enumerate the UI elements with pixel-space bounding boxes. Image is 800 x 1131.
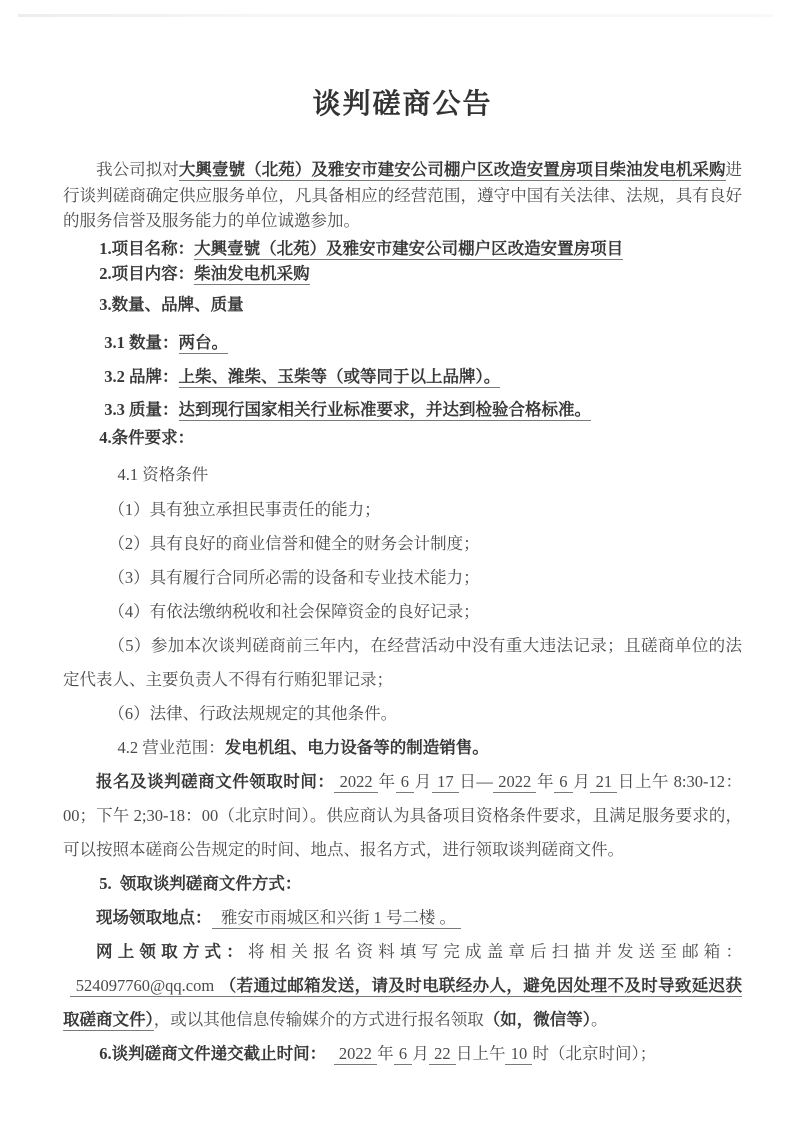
online-bold-wechat: （如，微信等）	[483, 1009, 591, 1029]
page-title: 谈判磋商公告	[312, 89, 493, 120]
item-3-heading	[63, 292, 742, 318]
deadline-sep-month: 月	[412, 1043, 429, 1063]
signup-time-paragraph	[63, 765, 742, 867]
deadline-day: 22	[429, 1044, 456, 1065]
item-4-2-business-scope	[63, 731, 742, 765]
deadline-tail: 时（北京时间）；	[532, 1043, 657, 1063]
onsite-label: 现场领取地点：	[96, 907, 212, 927]
scan-noise-line	[18, 14, 773, 17]
online-text-1: 将相关报名资料填写完成盖章后扫描并发送至邮箱：	[247, 941, 743, 961]
signup-sep-month-2: 月	[572, 771, 591, 791]
item-2-project-content	[63, 261, 742, 287]
intro-project-name: 大興壹號（北苑）及雅安市建安公司棚户区改造安置房项目柴油发电机采购	[178, 160, 726, 179]
email-address: 524097760@qq.com	[70, 976, 219, 997]
signup-year-1: 2022	[334, 772, 378, 793]
item-3-1-label: 3.1 数量：	[104, 333, 179, 352]
item-2-value: 柴油发电机采购	[194, 264, 310, 283]
signup-sep-month: 月	[414, 771, 432, 791]
item-6-label: 6.谈判磋商文件递交截止时间：	[99, 1043, 327, 1063]
signup-label: 报名及谈判磋商文件领取时间：	[96, 771, 335, 791]
qualification-2: （2）具有良好的商业信誉和健全的财务会计制度；	[108, 533, 480, 553]
item-4-2-value: 发电机组、电力设备等的制造销售。	[224, 737, 489, 757]
item-5-label: 5. 领取谈判磋商文件方式：	[99, 873, 302, 893]
deadline-hour: 10	[505, 1044, 532, 1065]
signup-day-1: 17	[432, 772, 459, 793]
online-label: 网上领取方式：	[96, 941, 248, 961]
qualification-6: （6）法律、行政法规规定的其他条件。	[108, 703, 398, 723]
item-4-1-label: 4.1 资格条件	[117, 465, 209, 484]
item-3-3-label: 3.3 质量：	[104, 400, 179, 419]
deadline-sep-year: 年	[377, 1043, 394, 1063]
qualification-1: （1）具有独立承担民事责任的能力；	[108, 499, 381, 519]
item-4-heading	[63, 425, 742, 451]
item-3-1-quantity	[63, 330, 742, 356]
item-3-3-quality	[63, 397, 742, 423]
deadline-month: 6	[394, 1044, 413, 1065]
online-pickup-paragraph	[63, 935, 742, 1037]
item-4-label: 4.条件要求：	[99, 427, 195, 447]
item-3-2-label: 3.2 品牌：	[104, 366, 179, 386]
signup-day-2: 21	[590, 772, 617, 793]
item-3-2-brand	[63, 364, 742, 390]
intro-paragraph	[63, 157, 742, 234]
item-4-1-heading	[63, 462, 742, 488]
online-text-3: 。	[591, 1009, 608, 1029]
item-4-2-label: 4.2 营业范围：	[117, 737, 225, 757]
signup-tail-text: 日上午 8:30-12：00；下午 2;30-18：00（北京时间）。供应商认为具备项目资格条件要求，且满足服务要求的，可以按照本磋商公告规定的时间、地点、报名方式，进行领取谈判磋商文件。	[63, 771, 743, 859]
item-3-label: 3.数量、品牌、质量	[99, 294, 244, 314]
deadline-sep-day: 日上午	[455, 1043, 506, 1063]
online-text-2: ，或以其他信息传输媒介的方式进行报名领取	[153, 1009, 484, 1029]
item-1-project-name	[63, 236, 742, 262]
onsite-address: 雅安市雨城区和兴街 1 号二楼 。	[212, 908, 462, 929]
item-1-value: 大興壹號（北苑）及雅安市建安公司棚户区改造安置房项目	[194, 238, 624, 258]
item-2-label: 2.项目内容：	[99, 264, 195, 283]
item-3-2-value: 上柴、潍柴、玉柴等（或等同于以上品牌）。	[178, 366, 501, 386]
signup-year-2: 2022	[493, 772, 537, 793]
online-bold-note: （若通过邮箱发送，请及时电联经办人，避免因处理不及时导致延迟获取磋商文件）	[63, 975, 742, 1029]
item-5-heading	[63, 867, 742, 901]
item-6-deadline-paragraph	[63, 1037, 742, 1071]
signup-month-2: 6	[554, 772, 573, 793]
signup-month-1: 6	[396, 772, 415, 793]
qualification-3: （3）具有履行合同所必需的设备和专业技术能力；	[108, 567, 480, 587]
signup-sep-dash: 日—	[458, 771, 493, 791]
item-3-3-value: 达到现行国家相关行业标准要求，并达到检验合格标准。	[178, 400, 591, 419]
intro-suffix: 进行谈判磋商确定供应服务单位，凡具备相应的经营范围，遵守中国有关法律、法规，具有良好的服务信誉及服务能力的单位诚邀参加。	[63, 160, 743, 230]
signup-sep-year: 年	[377, 771, 396, 791]
deadline-year: 2022	[334, 1044, 378, 1065]
qualification-5: （5）参加本次谈判磋商前三年内，在经营活动中没有重大违法记录；且磋商单位的法定代表人、主要负责人不得有行贿犯罪记录；	[63, 635, 742, 689]
item-3-1-value: 两台。	[178, 333, 228, 352]
intro-prefix: 我公司拟对	[96, 160, 179, 179]
signup-sep-year-2: 年	[536, 771, 555, 791]
item-1-label: 1.项目名称：	[99, 238, 195, 258]
qualification-4: （4）有依法缴纳税收和社会保障资金的良好记录；	[108, 601, 480, 621]
onsite-pickup-paragraph	[63, 901, 742, 935]
